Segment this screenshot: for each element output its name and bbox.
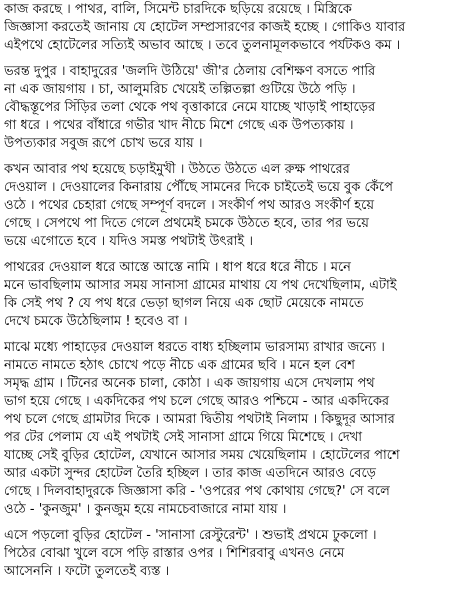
paragraph-rocky-wall [4,161,452,251]
text-line: পর টের পেলাম যে এই পথটাই সেই সানাসা গ্রামে গিয়ে মিশেছে । দেখা [4,430,363,445]
text-line: কাজ করছে । পাথর, বালি, সিমেন্ট চারদিকে ছড়িয়ে রয়েছে । মিস্ত্রিকে [4,2,352,17]
text-line: ভয়ে এগোতে হবে । যদিও সমস্ত পথটাই উৎরাই । [4,234,253,249]
text-line: এসে পড়লো বুড়ির হোটেল - 'সানাসা রেস্টুরেন্ট' । শুভাই প্রথমে ঢুকলো । [4,528,377,543]
text-line: মনে ভাবছিলাম আসার সময় সানাসা গ্রামের মাথায় যে পথ দেখেছিলাম, এটাই [4,278,397,293]
paragraph-sanasa-restaurant [4,527,452,581]
text-line: সমৃদ্ধ গ্রাম । টিনের অনেক চালা, কোঠা । এক জায়গায় এসে দেখলাম পথ [4,376,375,391]
text-line: এইপথে হোটেলের সত্যিই অভাব আছে । তবে তুলনামূলকভাবে পর্যটকও কম । [4,38,401,53]
text-line: নামতে নামতে হঠাৎ চোখে পড়ে নীচে এক গ্রামের ছবি । মনে হল বেশ [4,358,355,373]
text-line: দেওয়াল । দেওয়ালের কিনারায় পৌঁছে সামনের দিকে চাইতেই ভয়ে বুক কেঁপে [4,180,393,195]
text-line: যাচ্ছে সেই বুড়ির হোটেল, যেখানে আসার সময় খেয়েছিলাম । হোটেলের পাশে [4,448,400,463]
text-line: আসেননি । ফটো তুলতেই ব্যস্ত । [4,564,170,579]
text-line: পিঠের বোঝা খুলে বসে পড়ি রাস্তার ওপর । শিশিরবাবু এখনও নেমে [4,546,345,561]
text-line: পাথরের দেওয়াল ধরে আস্তে আস্তে নামি । ধাপ ধরে ধরে নীচে । মনে [4,260,351,275]
text-line: পথ চলে গেছে গ্রামটার দিকে । আমরা দ্বিতীয় পথটাই নিলাম । কিছুদূর আসার [4,412,395,427]
text-line: আর একটা সুন্দর হোটেল তৈরি হচ্ছিল । তার কাজ এতদিনে আরও বেড়ে [4,466,376,481]
text-line: মাঝে মধ্যে পাহাড়ের দেওয়াল ধরতে বাধ্য হচ্ছিলাম ভারসাম্য রাখার জন্যে । [4,340,385,355]
text-line: গেছে । সেপথে পা দিতে গেলে প্রথমেই চমকে উঠতে হবে, তার পর ভয়ে [4,216,369,231]
text-line: ভাগ হয়ে গেছে । একদিকের পথ চলে গেছে আরও পশ্চিমে - আর একদিকের [4,394,390,409]
text-line: কখন আবার পথ হয়েছে চড়াইমুখী । উঠতে উঠতে এল রুক্ষ পাথরের [4,162,350,177]
text-line: না এক জায়গায় । চা, আলুমরিচ খেয়েই তল্পিতল্পা গুটিয়ে উঠে পড়ি । [4,82,356,97]
text-line: বৌদ্ধস্তূপের সিঁড়ির তলা থেকে পথ বৃত্তাকারে নেমে যাচ্ছে খাড়াই পাহাড়ের [4,100,376,115]
paragraph-stepping-down [4,259,452,331]
text-line: গা ধরে । পথের বাঁধারে গভীর খাদ নীচে মিশে গেছে এক উপত্যকায় । [4,118,354,133]
text-line: জিজ্ঞাসা করতেই জানায় যে হোটেল সম্প্রসারণের কাজই হচ্ছে । গোকিও যাবার [4,20,406,35]
text-line: গেছে । দিলবাহাদুরকে জিজ্ঞাসা করি - 'ওপরের পথ কোথায় গেছে?' সে বলে [4,484,390,499]
text-line: উপত্যকার সবুজ রূপে চোখ ভরে যায় । [4,136,203,151]
text-line: কি সেই পথ ? যে পথ ধরে ভেড়া ছাগল নিয়ে এক ছোট মেয়েকে নামতে [4,296,364,311]
paragraph-village-view [4,339,452,519]
paragraph-hotel-construction [4,1,452,55]
text-line: ভরন্ত দুপুর । বাহাদুরের 'জলদি উঠিয়ে' জী'র ঠেলায় বেশিক্ষণ বসতে পারি [4,64,376,79]
text-line: ওঠে । পথের চেহারা গেছে সম্পূর্ণ বদলে । সংকীর্ণ পথ আরও সংকীর্ণ হয়ে [4,198,374,213]
text-line: ওঠে - 'কুনজুম' । কুনজুম হয়ে নামচেবাজারে নামা যায় । [4,502,287,517]
text-line: দেখে চমকে উঠেছিলাম ! হবেও বা । [4,314,188,329]
paragraph-afternoon-descent [4,63,452,153]
